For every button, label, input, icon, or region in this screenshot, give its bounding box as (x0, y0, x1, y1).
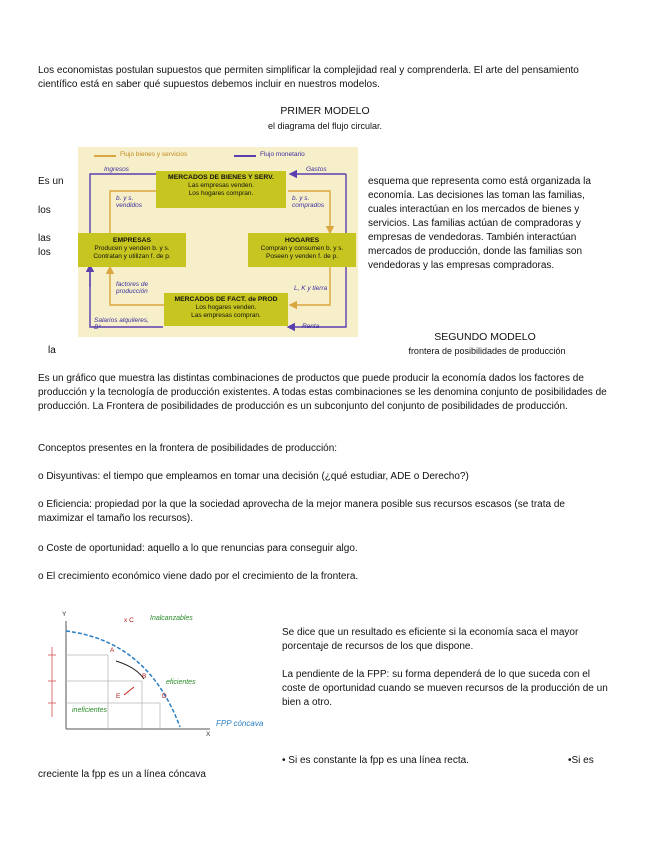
households-line2: Poseen y venden f. de p. (266, 253, 338, 260)
model1-heading: PRIMER MODELO (280, 105, 370, 117)
firms-line1: Producen y venden b. y s. (94, 245, 170, 252)
households-title: HOGARES (284, 237, 320, 244)
concept-disyuntivas: o Disyuntivas: el tiempo que empleamos en tomar una decisión (¿qué estudiar, ADE o Derecho?) (38, 471, 469, 482)
label-unattainable: Inalcanzables (150, 615, 193, 622)
label-bys-comprados: b. y s. comprados (292, 195, 325, 209)
factor-market-line1: Los hogares venden. (195, 304, 257, 311)
households-box (248, 233, 356, 267)
goods-market-line1: Las empresas venden. (188, 182, 254, 189)
model1-subheading: el diagrama del flujo circular. (267, 121, 383, 131)
increasing-start: •Si es (568, 755, 594, 766)
goods-market-box (156, 171, 286, 208)
label-bys-vendidos: b. y s. vendidos (116, 195, 143, 209)
goods-market-line2: Los hogares compran. (188, 190, 254, 197)
ppf-x-axis: X (206, 731, 211, 738)
efficiency-text: Se dice que un resultado es eficiente si la economía saca el mayor porcentaje de recursos de los que dispone. (282, 627, 579, 652)
point-c-label: C (129, 617, 134, 624)
fragment-es-un: Es un (38, 176, 64, 187)
label-gastos: Gastos (306, 166, 327, 173)
factor-market-line2: Las empresas compran. (191, 312, 261, 319)
ppf-chart (38, 607, 268, 749)
legend-money-line (234, 155, 256, 157)
point-a: A (110, 647, 115, 654)
fragment-las: las (38, 233, 51, 244)
concept-crecimiento: o El crecimiento económico viene dado por el crecimiento de la frontera. (38, 571, 359, 582)
point-b: B (142, 673, 147, 680)
model1-text: esquema que representa como está organizada la economía. Las decisiones las toman las familias, cuales interactúan en los mercados de bienes y servicios. Las familias actúan de compradoras y empresas de vendedoras. También interactúan mercados de producción, donde las familias son vendedoras y las empresas compradoras. (368, 176, 591, 271)
point-d: D (162, 693, 167, 700)
firms-line2: Contratan y utilizan f. de p. (93, 253, 171, 260)
fragment-los-2: los (38, 247, 51, 258)
label-tierra: L, K y tierra (294, 285, 328, 292)
label-ingresos: Ingresos (104, 166, 129, 173)
point-e: E (116, 693, 121, 700)
intro-paragraph: Los economistas postulan supuestos que permiten simplificar la complejidad real y comprenderla. El arte del pensamiento científico está en saber qué supuestos debemos incluir en nuestros modelos. (38, 65, 579, 90)
label-salarios: Salarios alquileres, B° (94, 317, 149, 331)
slope-text: La pendiente de la FPP: su forma dependerá de lo que suceda con el coste de oportunidad cuando se mueven recursos de la producción de un bien a otro. (282, 669, 608, 708)
concept-eficiencia: o Eficiencia: propiedad por la que la sociedad aprovecha de la mejor manera posible sus recursos escasos (se trata de maximizar el tamaño los recursos). (38, 499, 565, 524)
increasing-end: creciente la fpp es un a línea cóncava (38, 769, 206, 780)
constant-text: • Si es constante la fpp es una línea recta. (282, 755, 469, 766)
legend-money: Flujo monetario (260, 151, 305, 158)
label-ppf-curve: FPP cóncava (216, 719, 264, 728)
fragment-la: la (48, 345, 56, 356)
concepts-title: Conceptos presentes en la frontera de posibilidades de producción: (38, 443, 338, 454)
concept-coste-oportunidad: o Coste de oportunidad: aquello a lo que renuncias para conseguir algo. (38, 543, 358, 554)
model2-paragraph: Es un gráfico que muestra las distintas combinaciones de productos que puede producir la economía dados los factores de producción y la tecnología de producción existentes. A todas estas combinaciones se les denomina conjunto de posibilidades de producción. La Frontera de posibilidades de producción es un subconjunto del conjunto de posibilidades de producción. (38, 373, 607, 412)
label-factores: factores de producción (116, 281, 149, 295)
goods-market-title: MERCADOS DE BIENES Y SERV. (168, 174, 274, 181)
model2-subheading: frontera de posibilidades de producción (408, 346, 566, 356)
label-renta: Renta (302, 323, 320, 330)
label-efficient: eficientes (166, 679, 196, 686)
circular-flow-diagram (78, 147, 358, 337)
households-line1: Compran y consumen b. y s. (260, 245, 344, 252)
factor-market-title: MERCADOS DE FACT. de PROD (174, 296, 278, 303)
legend-goods-line (94, 155, 116, 157)
factor-market-box (164, 293, 288, 326)
ppf-y-axis: Y (62, 611, 67, 618)
label-inefficient: ineficientes (72, 707, 108, 714)
fragment-los-1: los (38, 205, 51, 216)
model2-heading: SEGUNDO MODELO (434, 331, 536, 343)
firms-title: EMPRESAS (112, 237, 152, 244)
legend-goods: Flujo bienes y servicios (120, 151, 188, 158)
firms-box (78, 233, 186, 267)
point-c: x C (124, 617, 134, 624)
